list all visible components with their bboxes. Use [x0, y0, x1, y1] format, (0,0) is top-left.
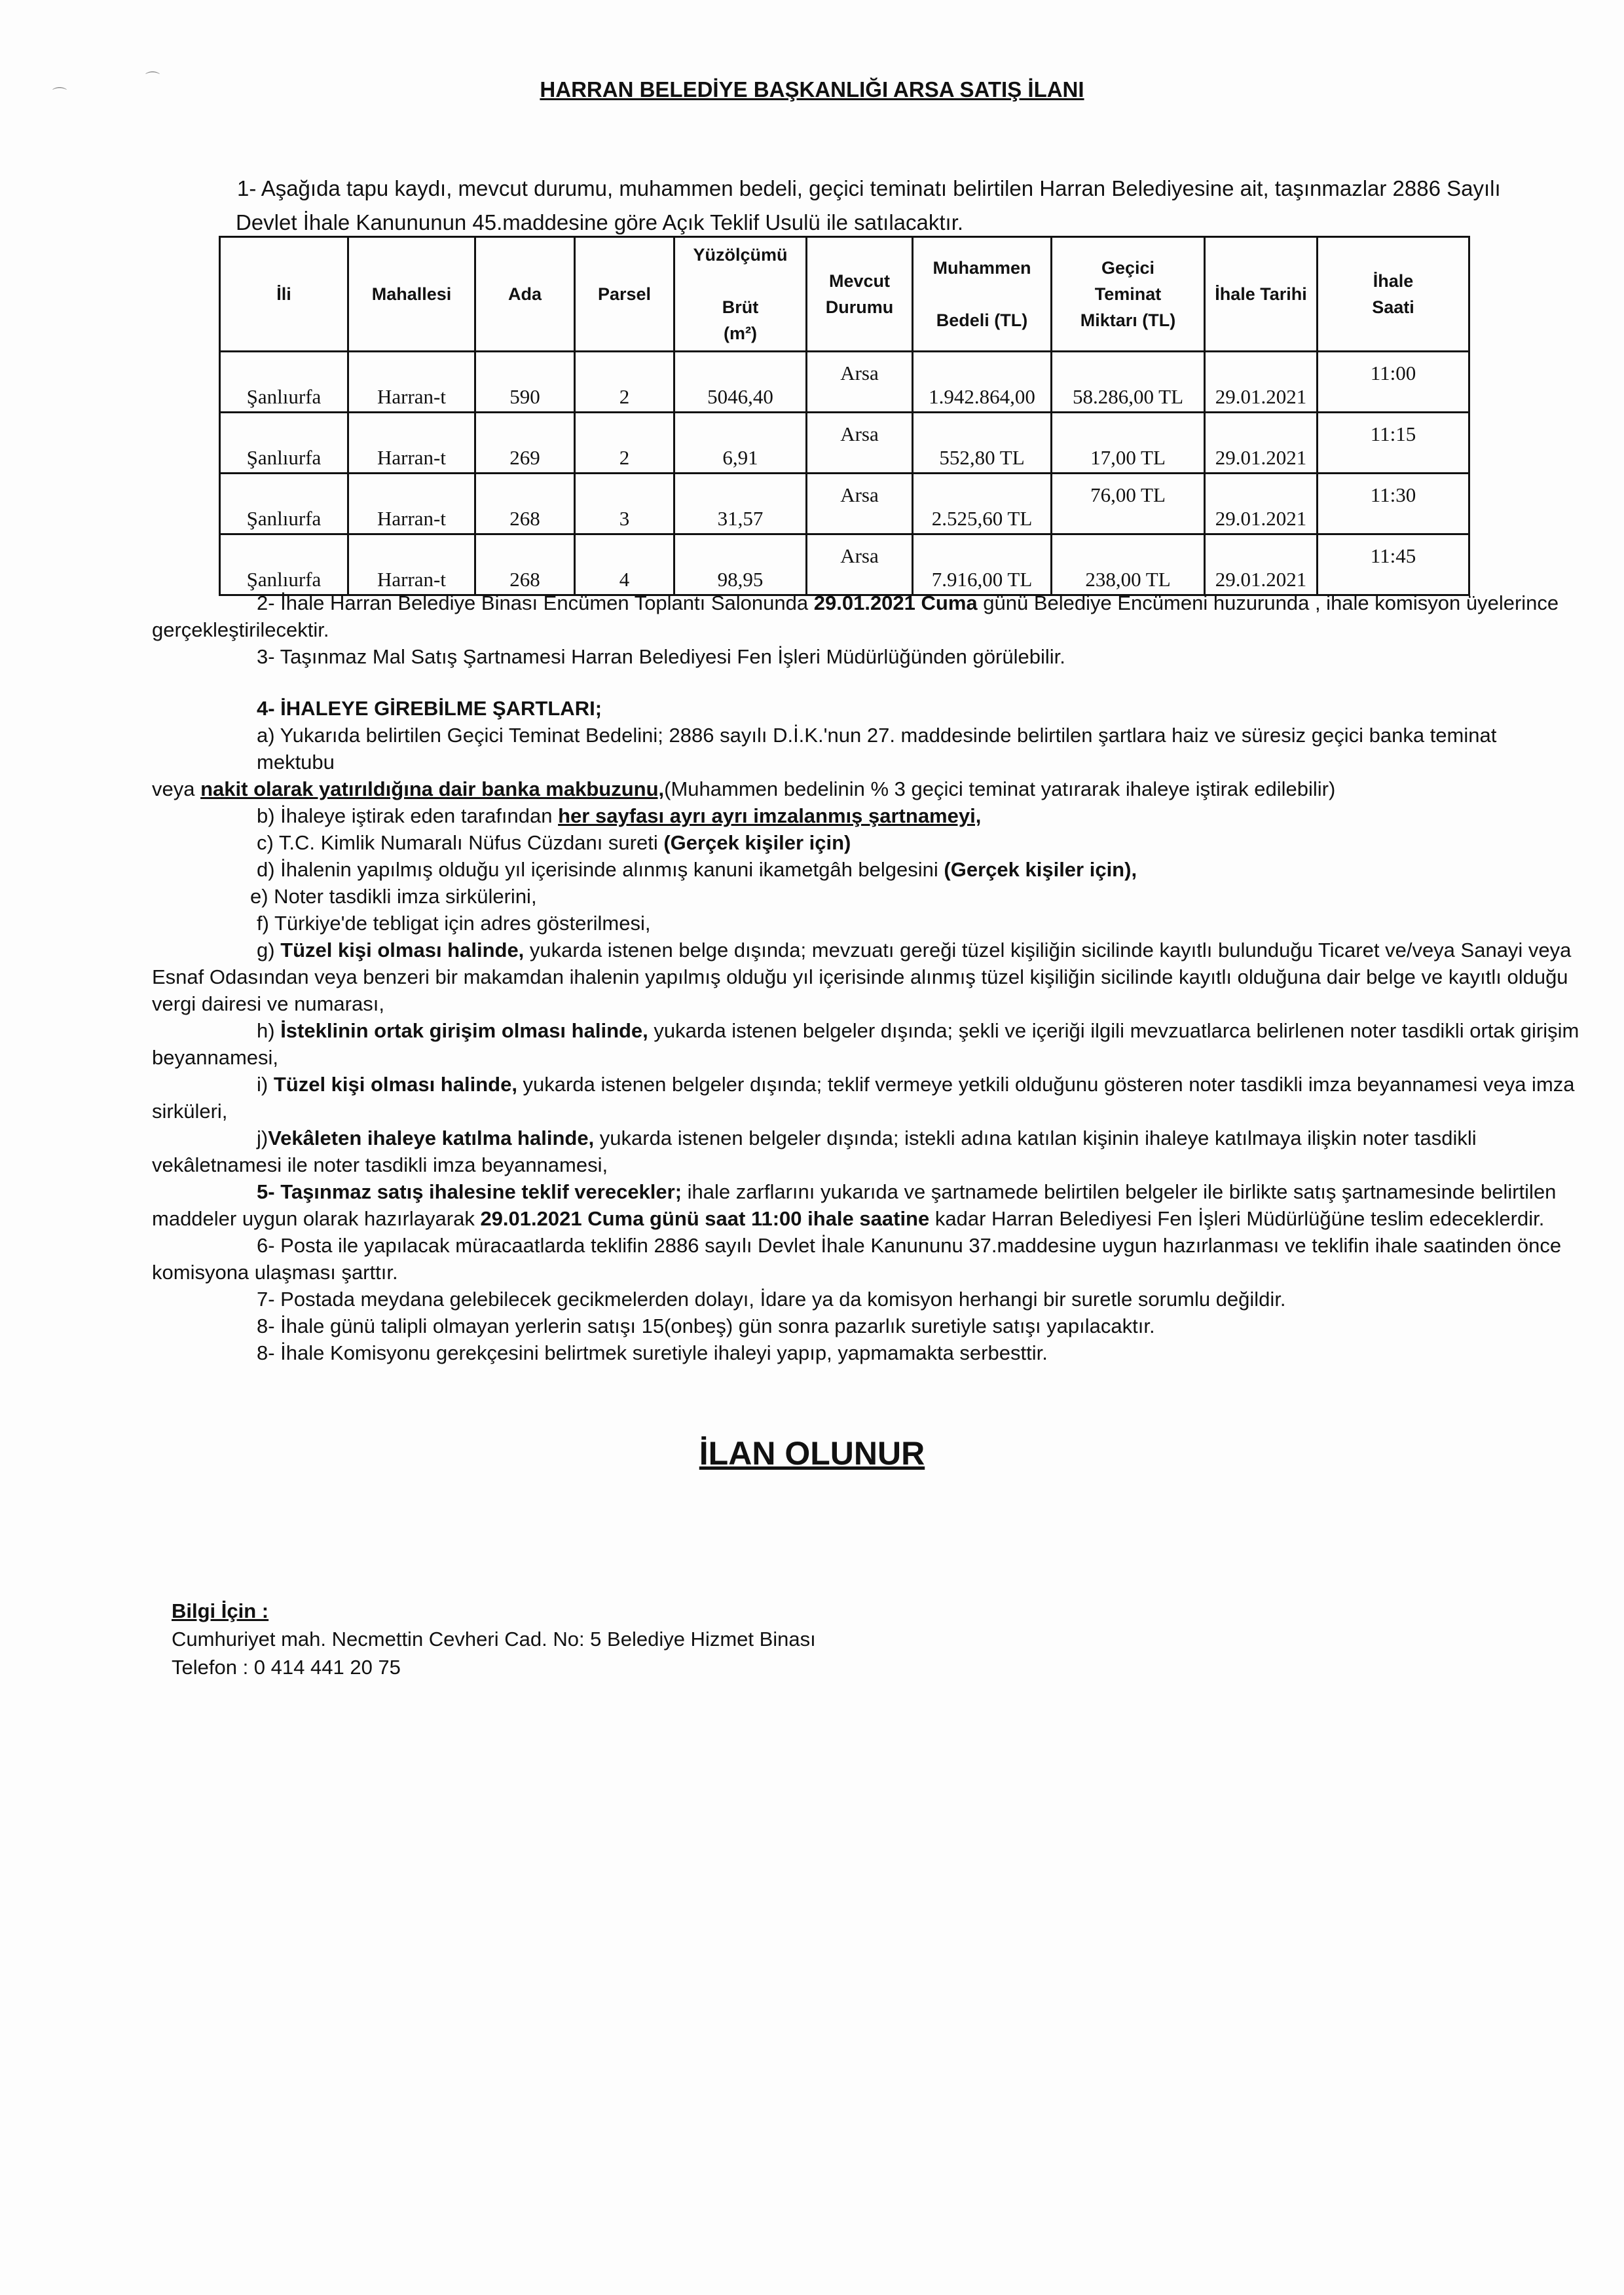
item-7: 7- Postada meydana gelebilecek gecikmelerden dolayı, İdare ya da komisyon herhangi bir suretle sorumlu değildir.: [257, 1288, 1286, 1311]
item-4g: g) Tüzel kişi olması halinde, yukarda istenen belge dışında; mevzuatı gereği tüzel kişiliğin sicilinde kayıtlı bulunduğu Ticaret ve/veya Sanayi veya: [257, 939, 1572, 961]
item-2-continued: gerçekleştirilecektir.: [152, 618, 329, 641]
cell-tarih: 29.01.2021: [1205, 474, 1318, 534]
header-muhammen-bedel: Muhammen Bedeli (TL): [913, 237, 1052, 352]
cell-yuzolcumu: 31,57: [674, 474, 807, 534]
closing-heading: İLAN OLUNUR: [699, 1435, 925, 1472]
item-2: 2- İhale Harran Belediye Binası Encümen Toplantı Salonunda 29.01.2021 Cuma günü Belediye Encümeni huzurunda , ihale komisyon üyelerince: [257, 591, 1559, 614]
contact-phone: Telefon : 0 414 441 20 75: [172, 1656, 401, 1679]
header-ihale-saati: İhale Saati: [1318, 237, 1469, 352]
cell-saat: 11:15: [1318, 413, 1469, 474]
cell-saat: 11:30: [1318, 474, 1469, 534]
item-4a-continued: veya nakit olarak yatırıldığına dair banka makbuzunu,(Muhammen bedelinin % 3 geçici teminat yatırarak ihaleye iştirak edilebilir): [152, 777, 1336, 800]
item-8b: 8- İhale Komisyonu gerekçesini belirtmek suretiyle ihaleyi yapıp, yapmamakta serbesttir.: [257, 1341, 1048, 1364]
cell-mahalle: Harran-t: [348, 352, 475, 413]
cell-mahalle: Harran-t: [348, 413, 475, 474]
cell-bedel: 7.916,00 TL: [913, 534, 1052, 595]
intro-paragraph: [237, 172, 1547, 240]
cell-parsel: 4: [575, 534, 674, 595]
item-4b: b) İhaleye iştirak eden tarafından her sayfası ayrı ayrı imzalanmış şartnameyi,: [257, 804, 982, 827]
item-4i: i) Tüzel kişi olması halinde, yukarda istenen belgeler dışında; teklif vermeye yetkili olduğunu gösteren noter tasdikli imza beyannamesi veya imza: [257, 1073, 1575, 1096]
table-header-row: [220, 237, 1469, 352]
document-title: HARRAN BELEDİYE BAŞKANLIĞI ARSA SATIŞ İLANI: [540, 77, 1084, 102]
cell-mahalle: Harran-t: [348, 534, 475, 595]
item-4i-line2: sirküleri,: [152, 1100, 228, 1123]
item-8a: 8- İhale günü talipli olmayan yerlerin satışı 15(onbeş) gün sonra pazarlık suretiyle satışı yapılacaktır.: [257, 1315, 1155, 1337]
cell-parsel: 2: [575, 352, 674, 413]
header-mahalle: Mahallesi: [348, 237, 475, 352]
item-3: 3- Taşınmaz Mal Satış Şartnamesi Harran Belediyesi Fen İşleri Müdürlüğünden görülebilir.: [257, 645, 1065, 668]
cell-tarih: 29.01.2021: [1205, 534, 1318, 595]
cell-bedel: 552,80 TL: [913, 413, 1052, 474]
table-row: [220, 413, 1469, 474]
announcement-body: [152, 589, 1579, 1366]
cell-parsel: 3: [575, 474, 674, 534]
cell-yuzolcumu: 5046,40: [674, 352, 807, 413]
cell-ada: 269: [475, 413, 575, 474]
cell-ada: 590: [475, 352, 575, 413]
cell-teminat: 17,00 TL: [1052, 413, 1205, 474]
cell-ada: 268: [475, 474, 575, 534]
scan-mark: ⌒: [145, 71, 160, 87]
contact-info: [172, 1597, 816, 1681]
cell-durum: Arsa: [807, 413, 913, 474]
cell-teminat: 58.286,00 TL: [1052, 352, 1205, 413]
cell-il: Şanlıurfa: [220, 352, 348, 413]
cell-parsel: 2: [575, 413, 674, 474]
item-4h: h) İsteklinin ortak girişim olması halinde, yukarda istenen belgeler dışında; şekli ve içeriği ilgili mevzuatlarca belirlenen noter tasdikli ortak girişim: [257, 1019, 1579, 1042]
header-mevcut-durum: Mevcut Durumu: [807, 237, 913, 352]
cell-il: Şanlıurfa: [220, 413, 348, 474]
item-4d: d) İhalenin yapılmış olduğu yıl içerisinde alınmış kanuni ikametgâh belgesini (Gerçek kişiler için),: [257, 858, 1137, 881]
header-parsel: Parsel: [575, 237, 674, 352]
scan-mark: ⌒: [52, 86, 67, 103]
item-6-line2: komisyona ulaşması şarttır.: [152, 1261, 398, 1284]
item-4e: e) Noter tasdikli imza sirkülerini,: [250, 885, 537, 908]
cell-saat: 11:00: [1318, 352, 1469, 413]
table-row: [220, 474, 1469, 534]
cell-ada: 268: [475, 534, 575, 595]
item-4g-line2: Esnaf Odasından veya benzeri bir makamdan ihalenin yapılmış olduğu yıl içerisinde alınmış tüzel kişiliğin sicilinde kayıtlı olduğuna dair belge ve kayıtlı olduğu: [152, 965, 1568, 988]
header-gecici-teminat: Geçici Teminat Miktarı (TL): [1052, 237, 1205, 352]
cell-mahalle: Harran-t: [348, 474, 475, 534]
contact-heading: Bilgi İçin :: [172, 1599, 269, 1622]
cell-tarih: 29.01.2021: [1205, 352, 1318, 413]
header-ihale-tarihi: İhale Tarihi: [1205, 237, 1318, 352]
intro-line: Devlet İhale Kanununun 45.maddesine göre Açık Teklif Usulü ile satılacaktır.: [236, 210, 964, 234]
item-4f: f) Türkiye'de tebligat için adres gösterilmesi,: [257, 912, 651, 935]
item-5-line2: maddeler uygun olarak hazırlayarak 29.01.2021 Cuma günü saat 11:00 ihale saatine kadar Harran Belediyesi Fen İşleri Müdürlüğüne teslim edeceklerdir.: [152, 1207, 1545, 1230]
intro-line: 1- Aşağıda tapu kaydı, mevcut durumu, muhammen bedeli, geçici teminatı belirtilen Harran Belediyesine ait, taşınmazlar 2886 Sayılı: [237, 176, 1501, 200]
item-4h-line2: beyannamesi,: [152, 1046, 279, 1069]
cell-bedel: 1.942.864,00: [913, 352, 1052, 413]
cell-teminat: 238,00 TL: [1052, 534, 1205, 595]
table-row: [220, 534, 1469, 595]
cell-il: Şanlıurfa: [220, 474, 348, 534]
header-il: İli: [220, 237, 348, 352]
item-4j: j)Vekâleten ihaleye katılma halinde, yukarda istenen belgeler dışında; istekli adına katılan kişinin ihaleye katılmaya ilişkin noter tasdikli: [257, 1127, 1477, 1149]
cell-teminat: 76,00 TL: [1052, 474, 1205, 534]
cell-yuzolcumu: 6,91: [674, 413, 807, 474]
item-5: 5- Taşınmaz satış ihalesine teklif verecekler; ihale zarflarını yukarıda ve şartnamede belirtilen belgeler ile birlikte satış şartnamesinde belirtilen: [257, 1180, 1557, 1203]
item-4g-line3: vergi dairesi ve numarası,: [152, 992, 384, 1015]
item-4c: c) T.C. Kimlik Numaralı Nüfus Cüzdanı sureti (Gerçek kişiler için): [257, 831, 851, 854]
item-4-heading: 4- İHALEYE GİREBİLME ŞARTLARI;: [257, 697, 602, 720]
item-4j-line2: vekâletnamesi ile noter tasdikli imza beyannamesi,: [152, 1153, 608, 1176]
cell-yuzolcumu: 98,95: [674, 534, 807, 595]
item-4a: a) Yukarıda belirtilen Geçici Teminat Bedelini; 2886 sayılı D.İ.K.'nun 27. maddesinde belirtilen şartlara haiz ve süresiz geçici banka teminat mektubu: [257, 724, 1497, 774]
cell-durum: Arsa: [807, 352, 913, 413]
cell-il: Şanlıurfa: [220, 534, 348, 595]
cell-tarih: 29.01.2021: [1205, 413, 1318, 474]
header-ada: Ada: [475, 237, 575, 352]
property-table: [219, 236, 1470, 596]
header-yuzolcumu: Yüzölçümü Brüt (m²): [674, 237, 807, 352]
cell-durum: Arsa: [807, 474, 913, 534]
cell-durum: Arsa: [807, 534, 913, 595]
cell-saat: 11:45: [1318, 534, 1469, 595]
item-6: 6- Posta ile yapılacak müracaatlarda teklifin 2886 sayılı Devlet İhale Kanununu 37.maddesine uygun hazırlanması ve teklifin ihale saatinden önce: [257, 1234, 1562, 1257]
cell-bedel: 2.525,60 TL: [913, 474, 1052, 534]
table-row: [220, 352, 1469, 413]
contact-address: Cumhuriyet mah. Necmettin Cevheri Cad. No: 5 Belediye Hizmet Binası: [172, 1628, 816, 1651]
